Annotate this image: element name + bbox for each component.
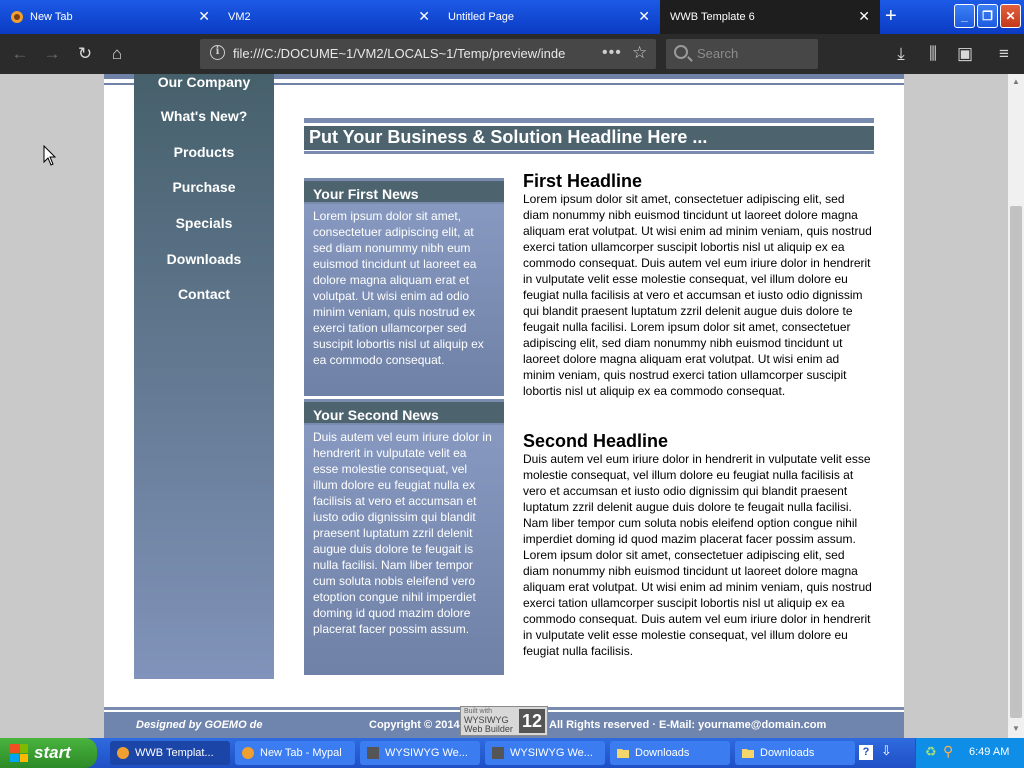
badge-line1: Built with [464, 708, 493, 715]
info-icon[interactable]: i [210, 45, 225, 60]
task-downloads-1[interactable]: Downloads [610, 741, 730, 765]
search-input[interactable] [666, 39, 818, 69]
copyright-text: Copyright © 2014 [369, 719, 460, 731]
sidebar-icon[interactable]: ▣ [956, 44, 974, 63]
task-wysiwyg-1[interactable]: WYSIWYG We... [360, 741, 480, 765]
news-title: Your First News [304, 178, 504, 204]
tab-strip [0, 0, 1024, 34]
web-page [104, 74, 904, 738]
download-icon[interactable]: ⤓ [897, 44, 905, 63]
nav-specials[interactable]: Specials [175, 215, 233, 231]
close-icon[interactable]: ✕ [858, 8, 870, 24]
badge-line2: WYSIWYG Web Builder [464, 715, 513, 734]
back-arrow-icon[interactable]: ← [11, 44, 29, 63]
mypal-icon [10, 10, 24, 24]
nav-contact[interactable]: Contact [177, 286, 231, 302]
vertical-scrollbar[interactable] [1008, 74, 1024, 738]
badge-version: 12 [519, 709, 545, 733]
search-tray-icon[interactable]: ⚲ [943, 743, 954, 759]
task-wwb-template[interactable]: WWB Templat... [110, 741, 230, 765]
nav-our-company[interactable]: Our Company [157, 74, 251, 90]
nav-products[interactable]: Products [173, 144, 235, 160]
start-button[interactable] [0, 738, 97, 768]
tab-label: WWB Template 6 [670, 11, 755, 23]
system-tray [862, 738, 1024, 768]
wysiwyg-app-icon [491, 746, 505, 760]
close-icon[interactable]: ✕ [198, 8, 210, 24]
tab-untitled-page[interactable] [440, 0, 660, 34]
designed-by-text: Designed by GOEMO de [136, 719, 263, 731]
new-tab-button[interactable]: + [885, 5, 897, 27]
article-body: Lorem ipsum dolor sit amet, consectetuer adipiscing elit, sed diam nonummy nibh euismod tincidunt ut laoreet dolore magna aliquam erat volutpat. Ut wisi enim ad minim veniam, quis nostrud exerci tation ullamcorper suscipit lobortis nisl ut aliquip ex ea commodo consequat. Duis autem vel eum iriure dolor in hendrerit in vulputate velit esse molestie consequat, vel illum dolore eu feugiat nulla facilisis at vero et accumsan et iusto odio dignissim qui blandit praesent luptatum zzril delenit augue duis dolore te feugait nulla facilisi. Lorem ipsum dolor sit amet, consectetuer adipiscing elit, sed diam nonummy nibh euismod tincidunt ut laoreet dolore magna aliquam erat volutpat. Ut wisi enim ad minim veniam, quis nostrud exerci tation ullamcorper suscipit lobortis nisl ut aliquip ex ea commodo consequat. [523, 192, 872, 398]
search-icon [674, 45, 688, 59]
network-icon[interactable]: ♻ [925, 744, 937, 759]
address-bar[interactable] [200, 39, 656, 69]
windows-flag-icon [10, 744, 28, 762]
scrollbar-thumb[interactable] [1010, 206, 1022, 718]
wysiwyg-app-icon [366, 746, 380, 760]
tab-new-tab[interactable] [0, 0, 220, 34]
mypal-icon [241, 746, 255, 760]
navigation-toolbar [0, 34, 1024, 74]
forward-arrow-icon[interactable]: → [43, 44, 61, 63]
page-viewport [0, 74, 1008, 738]
nav-whats-new[interactable]: What's New? [160, 108, 248, 124]
close-window-button[interactable]: ✕ [1000, 4, 1021, 28]
task-new-tab-mypal[interactable]: New Tab - Mypal [235, 741, 355, 765]
reload-icon[interactable]: ↻ [77, 44, 93, 63]
rights-email-text: All Rights reserved · E-Mail: yourname@domain.com [549, 719, 827, 731]
bookmark-star-icon[interactable]: ☆ [632, 43, 648, 62]
headline-accent [304, 151, 874, 154]
article-first [523, 171, 873, 399]
help-icon[interactable]: ? [859, 745, 873, 760]
article-second [523, 431, 873, 659]
minimize-button[interactable]: _ [954, 4, 975, 28]
restore-button[interactable]: ❐ [977, 4, 998, 28]
news-box-first [304, 178, 504, 396]
mypal-icon [116, 746, 130, 760]
article-body: Duis autem vel eum iriure dolor in hendrerit in vulputate velit esse molestie consequat, vel illum dolore eu feugiat nulla facilisis at vero et accumsan et iusto odio dignissim qui blandit praesent luptatum zzril delenit augue duis dolore te feugait nulla facilisi. Nam liber tempor cum soluta nobis eleifend option congue nihil imperdiet doming id quod mazim placerat facer possim assum. Lorem ipsum dolor sit amet, consectetuer adipiscing elit, sed diam nonummy nibh euismod tincidunt ut laoreet dolore magna aliquam erat volutpat. Ut wisi enim ad minim veniam, quis nostrud exerci tation ullamcorper suscipit lobortis nisl ut aliquip ex ea commodo consequat. Duis autem vel eum iriure dolor in hendrerit in vulputate velit esse molestie consequat, vel illum dolore eu feugiat nulla facilisis. [523, 452, 872, 658]
news-title: Your Second News [304, 399, 504, 425]
search-placeholder: Search [697, 46, 739, 61]
tab-label: VM2 [228, 11, 251, 23]
start-label: start [34, 743, 71, 762]
home-icon[interactable]: ⌂ [111, 44, 123, 63]
mouse-cursor-icon [43, 145, 57, 167]
folder-icon [616, 746, 630, 760]
scroll-down-arrow-icon[interactable]: ▼ [1012, 724, 1020, 733]
news-body: Lorem ipsum dolor sit amet, consectetuer adipiscing elit, at sed diam nonummy nibh eum euismod tincidunt ut laoreet ea dolore magna aliquam erat et volutpat. Ut wisi enim ad odio minim veniam, quis nostrud ex exerci tation ullamcorper sed suscipit lobortis nisl ut aliquip ex ea commodo consequat. [304, 204, 504, 396]
tab-label: New Tab [30, 11, 73, 23]
nav-purchase[interactable]: Purchase [172, 179, 236, 195]
menu-icon[interactable]: ≡ [999, 44, 1009, 63]
tab-label: Untitled Page [448, 11, 515, 23]
taskbar [0, 738, 1024, 768]
nav-downloads[interactable]: Downloads [166, 251, 242, 267]
task-downloads-2[interactable]: Downloads [735, 741, 855, 765]
news-box-second [304, 399, 504, 675]
site-nav [134, 74, 274, 679]
close-icon[interactable]: ✕ [638, 8, 650, 24]
article-headline: Second Headline [523, 431, 669, 451]
article-headline: First Headline [523, 171, 643, 191]
clipboard-icon[interactable]: ⇩ [881, 743, 892, 758]
close-icon[interactable]: ✕ [418, 8, 430, 24]
folder-icon [741, 746, 755, 760]
page-actions-icon[interactable]: ••• [602, 44, 622, 61]
news-body: Duis autem vel eum iriure dolor in hendrerit in vulputate velit ea esse molestie consequat, vel illum dolore eu feugiat nulla ex facilisis at vero et accumsan et iusto odio dignissim qui blandit praesent luptatum zzril delenit augue duis dolore te feugait is nulla facilisi. Nam liber tempor cum soluta nobis eleifend vero etoption congue nihil imperdiet doming id quod mazim dolore placerat facer possim assum. [304, 425, 504, 675]
tab-wwb-template-6[interactable] [660, 0, 880, 34]
wysiwyg-badge[interactable] [460, 706, 548, 736]
scroll-up-arrow-icon[interactable]: ▲ [1012, 77, 1020, 86]
main-headline: Put Your Business & Solution Headline Here ... [304, 126, 874, 150]
clock[interactable]: 6:49 AM [969, 746, 1010, 758]
task-wysiwyg-2[interactable]: WYSIWYG We... [485, 741, 605, 765]
headline-accent [304, 118, 874, 123]
library-icon[interactable]: ⫼ [929, 44, 937, 63]
url-text[interactable]: file:///C:/DOCUME~1/VM2/LOCALS~1/Temp/preview/inde [233, 46, 566, 61]
tab-vm2[interactable] [220, 0, 440, 34]
